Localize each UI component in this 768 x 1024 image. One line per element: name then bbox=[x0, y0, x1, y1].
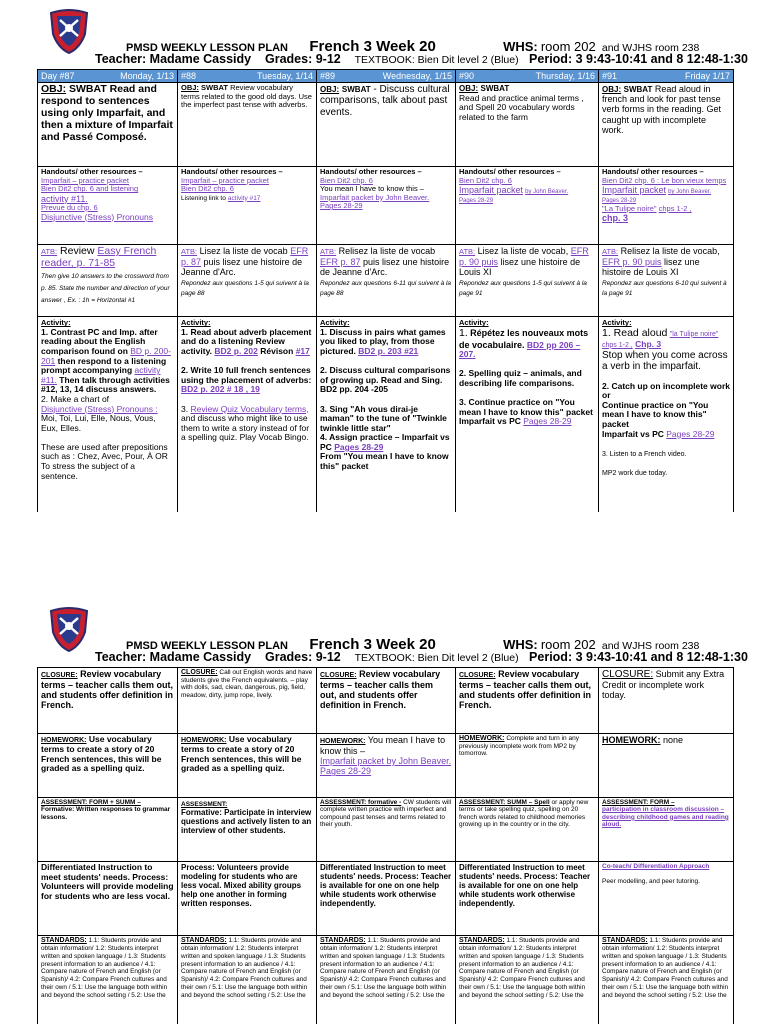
resource-link[interactable]: Disjunctive (Stress) Pronouns bbox=[41, 211, 153, 222]
homework-cell: HOMEWORK: Use vocabulary terms to create a story of 20 French sentences, this will be graded as a spelling quiz. bbox=[178, 734, 317, 798]
resource-link[interactable]: Bien Dit2 chp. 6 : Le bon vieux temps bbox=[602, 175, 727, 185]
resource-link[interactable]: EFR p. 87 bbox=[320, 256, 361, 267]
resource-link[interactable]: Imparfait – practice packet bbox=[181, 175, 269, 185]
day-header: #88 Tuesday, 1/14 bbox=[178, 70, 317, 83]
header-line-1: PMSD WEEKLY LESSON PLAN French 3 Week 20 WHS: room 202 and WJHS room 238 bbox=[126, 636, 700, 653]
resource-link[interactable]: activity #11. bbox=[41, 365, 161, 385]
closure-cell: CLOSURE: Review vocabulary terms – teacher calls them out, and students offer definition in French. bbox=[317, 668, 456, 734]
homework-cell: HOMEWORK: You mean I have to know this – Imparfait packet by John Beaver. Pages 28-29 bbox=[317, 734, 456, 798]
atb-cell: ATB: Relisez la liste de vocab, EFR p. 90 puis lisez une histoire de Louis XI Repondez aux questions 6-10 qui suivent à la page 91 bbox=[599, 245, 734, 317]
school-crest-logo bbox=[48, 606, 90, 652]
resource-link[interactable]: activity #17 bbox=[227, 194, 261, 202]
objective-cell: OBJ: SWBAT Read and practice animal terms , and Spell 20 vocabulary words related to the farm bbox=[456, 83, 599, 167]
assessment-cell: ASSESSMENT: FORM – participation in classroom discussion – describing childhood games and reading aloud. bbox=[599, 798, 734, 862]
resource-link[interactable]: activity #11. bbox=[41, 193, 88, 204]
resource-link[interactable]: Pages 28-29 bbox=[602, 197, 637, 204]
resource-link[interactable]: "La Tulipe noire" bbox=[602, 203, 657, 213]
differentiation-cell: Co-teach/ Differentiation Approach Peer modelling, and peer tutoring. bbox=[599, 862, 734, 936]
resource-link[interactable]: EFR p. 87 bbox=[181, 246, 309, 267]
resource-link[interactable]: Pages 28-29 bbox=[459, 197, 494, 204]
atb-cell: ATB: Lisez la liste de vocab EFR p. 87 puis lisez une histoire de Jeanne d'Arc. Repondez aux questions 1-5 qui suivent à la page 88 bbox=[178, 245, 317, 317]
day-header-row bbox=[38, 70, 734, 83]
resource-link[interactable]: #17 bbox=[295, 345, 310, 356]
activity-cell: Activity: 1. Discuss in pairs what games you liked to play, from those pictured. BD2 p. 203 #21 2. Discuss cultural comparisons of growing up. Read and Sing. BD2 pp. 204 -205 3. Sing "Ah vous dirai-je maman" to the tune of "Twinkle twinkle little star" 4. Assign practice – Imparfait vs PC Pages 28-29 From "You mean I have to know this" packet bbox=[317, 317, 456, 512]
resource-link[interactable]: BD2 pp 206 – 207. bbox=[459, 339, 581, 360]
school-crest-logo bbox=[48, 8, 90, 54]
standards-cell: STANDARDS: 1.1: Students provide and obtain information/ 1.2: Students interpret written and spoken language / 1.3: Students present information to an audience / 4.1: Compare nature of French and English (or Spanish)/ 4.2: Compare French cultures and their own / 5.1: Use the language both within and beyond the school setting / 5.2: Use the bbox=[317, 936, 456, 1024]
resource-link[interactable]: Pages 28-29 bbox=[334, 441, 384, 452]
standards-cell: STANDARDS: 1.1: Students provide and obtain information/ 1.2: Students interpret written and spoken language / 1.3: Students present information to an audience / 4.1: Compare nature of French and English (or Spanish)/ 4.2: Compare French cultures and their own / 5.1: Use the language both within and beyond the school setting / 5.2: Use the bbox=[178, 936, 317, 1024]
resource-link[interactable]: Chp. 3 bbox=[635, 338, 662, 349]
resource-link[interactable]: Imparfait packet bbox=[459, 185, 524, 196]
closure-cell: CLOSURE: Call out English words and have students give the French equivalents. – play with dolls, sad, clean, dangerous, pig, field, meadow, dirty, jump rope, lively. bbox=[178, 668, 317, 734]
standards-cell: STANDARDS: 1.1: Students provide and obtain information/ 1.2: Students interpret written and spoken language / 1.3: Students present information to an audience / 4.1: Compare nature of French and English (or Spanish)/ 4.2: Compare French cultures and their own / 5.1: Use the language both within and beyond the school setting / 5.2: Use the bbox=[599, 936, 734, 1024]
resource-link[interactable]: "la Tulipe noire" bbox=[669, 330, 719, 338]
assessment-cell: ASSESSMENT: Formative: Participate in interview questions and actively listen to an interview of other students. bbox=[178, 798, 317, 862]
resource-link[interactable]: EFR p. 90 puis bbox=[459, 246, 589, 267]
resource-link[interactable]: Pages 28-29 bbox=[666, 428, 715, 439]
activity-cell: Activity: 1. Répétez les nouveaux mots de vocabulaire. BD2 pp 206 – 207. 2. Spelling quiz – animals, and describing life comparisons. 3. Continue practice on "You mean I have to know this" packet Imparfait vs PC Pages 28-29 bbox=[456, 317, 599, 512]
header-line-1: PMSD WEEKLY LESSON PLAN French 3 Week 20 WHS: room 202 and WJHS room 238 bbox=[126, 38, 700, 55]
activity-cell: Activity: 1. Read about adverb placement and do a listening Review activity. BD2 p. 202 Révison #17 2. Write 10 full french sentences using the placement of adverbs: BD2 p. 202 # 18 , 19 3. Review Quiz Vocabulary terms, and discuss who might like to use them to write a story instead of for a spelling quiz. Play Vocab Bingo. bbox=[178, 317, 317, 512]
resource-link[interactable]: Bien Dit2 chp. 6 bbox=[320, 175, 373, 185]
handouts-cell: Handouts/ other resources – Imparfait – practice packet Bien Dit2 chp. 6 Listening link to activity #17 bbox=[178, 167, 317, 245]
resource-link[interactable]: Bien Dit2 chp. 6 bbox=[459, 175, 512, 185]
handouts-cell: Handouts/ other resources – Imparfait – practice packet Bien Dit2 chp. 6 and listening activity #11. Prevue du chp. 6 Disjunctive (Stress) Pronouns bbox=[38, 167, 178, 245]
objective-cell: OBJ: SWBAT Read and respond to sentences using only Imparfait, and then a mixture of Imparfait and Passé Composé. bbox=[38, 83, 178, 167]
lesson-table-1 bbox=[37, 69, 734, 512]
assessment-row bbox=[38, 798, 734, 862]
closure-cell: CLOSURE: Submit any Extra Credit or incomplete work today. bbox=[599, 668, 734, 734]
standards-row bbox=[38, 936, 734, 1024]
activity-row bbox=[38, 317, 734, 512]
atb-cell: ATB: Review Easy French reader, p. 71-85 Then give 10 answers to the crossword from p. 85. State the number and direction of your answer , Ex. : 1h = Horizontal #1 bbox=[38, 245, 178, 317]
day-header: #89 Wednesday, 1/15 bbox=[317, 70, 456, 83]
resource-link[interactable]: BD p. 200-201 bbox=[41, 345, 171, 366]
resource-link[interactable]: EFR p. 90 puis bbox=[602, 256, 662, 267]
objective-row bbox=[38, 83, 734, 167]
standards-cell: STANDARDS: 1.1: Students provide and obtain information/ 1.2: Students interpret written and spoken language / 1.3: Students present information to an audience / 4.1: Compare nature of French and English (or Spanish)/ 4.2: Compare French cultures and their own / 5.1: Use the language both within and beyond the school setting / 5.2: Use the bbox=[456, 936, 599, 1024]
assessment-cell: ASSESSMENT: SUMM – Spell or apply new terms or take spelling quiz, spelling on 20 french words related to childhood memories growing up in the country or in the city. bbox=[456, 798, 599, 862]
assessment-cell: ASSESSMENT: formative - CW students will complete written practice with imperfect and compound past tenses and terms related to their youth. bbox=[317, 798, 456, 862]
handouts-row bbox=[38, 167, 734, 245]
resource-link[interactable]: BD2 p. 202 bbox=[214, 345, 258, 356]
assessment-cell: ASSESSMENT: FORM + SUMM – Formative: Written responses to grammar lessons. bbox=[38, 798, 178, 862]
homework-cell: HOMEWORK: Complete and turn in any previously incomplete work from MP2 by tomorrow. bbox=[456, 734, 599, 798]
resource-link[interactable]: BD2 p. 202 # 18 , 19 bbox=[181, 384, 260, 395]
atb-row bbox=[38, 245, 734, 317]
closure-cell: CLOSURE: Review vocabulary terms – teacher calls them out, and students offer definition in French. bbox=[38, 668, 178, 734]
header-line-2: Teacher: Madame Cassidy Grades: 9-12 TEXTBOOK: Bien Dit level 2 (Blue) Period: 3 9:43-10:41 and 8 12:48-1:30 bbox=[95, 52, 748, 66]
day-header: #90 Thursday, 1/16 bbox=[456, 70, 599, 83]
resource-link[interactable]: Pages 28-29 bbox=[523, 416, 572, 427]
handouts-cell: Handouts/ other resources – Bien Dit2 chp. 6 : Le bon vieux temps Imparfait packet by John Beaver. Pages 28-29 "La Tulipe noire" chps 1-2 , chp. 3 bbox=[599, 167, 734, 245]
differentiation-row bbox=[38, 862, 734, 936]
standards-cell: STANDARDS: 1.1: Students provide and obtain information/ 1.2: Students interpret written and spoken language / 1.3: Students present information to an audience / 4.1: Compare nature of French and English (or Spanish)/ 4.2: Compare French cultures and their own / 5.1: Use the language both within and beyond the school setting / 5.2: Use the bbox=[38, 936, 178, 1024]
atb-cell: ATB: Lisez la liste de vocab, EFR p. 90 puis lisez une histoire de Louis XI Repondez aux questions 1-5 qui suivent à la page 91 bbox=[456, 245, 599, 317]
differentiation-cell: Process: Volunteers provide modeling for students who are less vocal. Mixed ability groups help one another in forming written responses. bbox=[178, 862, 317, 936]
handouts-cell: Handouts/ other resources – Bien Dit2 chp. 6 You mean I have to know this – Imparfait packet by John Beaver. Pages 28-29 bbox=[317, 167, 456, 245]
homework-row bbox=[38, 734, 734, 798]
objective-cell: OBJ: SWBAT - Discuss cultural comparisons, talk about past events. bbox=[317, 83, 456, 167]
differentiation-cell: Differentiated Instruction to meet students' needs. Process: Volunteers will provide modeling for students who are less vocal. bbox=[38, 862, 178, 936]
resource-link[interactable]: BD2 p. 203 #21 bbox=[358, 345, 419, 356]
resource-link[interactable]: Imparfait packet by John Beaver. bbox=[320, 192, 430, 202]
resource-link[interactable]: Prevue du chp. 6 bbox=[41, 203, 98, 213]
resource-link[interactable]: Review Quiz Vocabulary terms, bbox=[190, 403, 309, 414]
resource-link[interactable]: Bien Dit2 chp. 6 and listening bbox=[41, 184, 139, 194]
closure-row bbox=[38, 668, 734, 734]
objective-cell: OBJ: SWBAT Review vocabulary terms related to the good old days. Use the imperfect past tense with adverbs. bbox=[178, 83, 317, 167]
resource-link[interactable]: Pages 28-29 bbox=[320, 201, 363, 211]
homework-cell: HOMEWORK: Use vocabulary terms to create a story of 20 French sentences, this will be graded as a spelling quiz. bbox=[38, 734, 178, 798]
header-line-2: Teacher: Madame Cassidy Grades: 9-12 TEXTBOOK: Bien Dit level 2 (Blue) Period: 3 9:43-10:41 and 8 12:48-1:30 bbox=[95, 650, 748, 664]
lesson-plan-page-2 bbox=[0, 598, 768, 1024]
homework-cell: HOMEWORK: none bbox=[599, 734, 734, 798]
differentiation-cell: Differentiated Instruction to meet students' needs. Process: Teacher is available for one on one help while students work otherwise independently. bbox=[456, 862, 599, 936]
objective-cell: OBJ: SWBAT Read aloud in french and look for past tense verb forms in the reading. Get caught up with incomplete work. bbox=[599, 83, 734, 167]
resource-link[interactable]: Disjunctive (Stress) Pronouns : bbox=[41, 403, 158, 414]
resource-link[interactable]: Imparfait packet by John Beaver. Pages 28-29 bbox=[320, 756, 452, 777]
closure-cell: CLOSURE: Review vocabulary terms – teacher calls them out, and students offer definition in French. bbox=[456, 668, 599, 734]
day-header: Day #87 Monday, 1/13 bbox=[38, 70, 178, 83]
resource-link[interactable]: Easy French reader, p. 71-85 bbox=[41, 245, 157, 270]
lesson-table-2 bbox=[37, 667, 734, 1024]
resource-link[interactable]: Imparfait – practice packet bbox=[41, 175, 129, 185]
resource-link[interactable]: chps 1-2 , bbox=[602, 341, 633, 349]
resource-link[interactable]: by John Beaver. bbox=[668, 189, 712, 196]
resource-link[interactable]: chps 1-2 , bbox=[658, 203, 692, 213]
resource-link[interactable]: by John Beaver. bbox=[525, 189, 569, 196]
resource-link[interactable]: Bien Dit2 chp. 6 bbox=[181, 184, 234, 194]
activity-cell: Activity: 1. Contrast PC and Imp. after reading about the English comparison found on BD p. 200-201 then respond to a listening prompt accompanying activity #11. Then talk through activities #12, 13, 14 discuss answers. 2. Make a chart of Disjunctive (Stress) Pronouns : Moi, Toi, Lui, Elle, Nous, Vous, Eux, Elles. These are used after prepositions such as : Chez, Avec, Pour, À OR To stress the subject of a sentence. bbox=[38, 317, 178, 512]
atb-cell: ATB: Relisez la liste de vocab EFR p. 87 puis lisez une histoire de Jeanne d'Arc. Repondez aux questions 6-11 qui suivent à la page 88 bbox=[317, 245, 456, 317]
activity-cell: Activity: 1. Read aloud "la Tulipe noire" chps 1-2 , Chp. 3 Stop when you come across a verb in the imparfait. 2. Catch up on incomplete work or Continue practice on "You mean I have to know this" packet Imparfait vs PC Pages 28-29 3. Listen to a French video. MP2 work due today. bbox=[599, 317, 734, 512]
day-header: #91 Friday 1/17 bbox=[599, 70, 734, 83]
resource-link[interactable]: chp. 3 bbox=[602, 213, 629, 224]
handouts-cell: Handouts/ other resources – Bien Dit2 chp. 6 Imparfait packet by John Beaver. Pages 28-29 bbox=[456, 167, 599, 245]
differentiation-cell: Differentiated Instruction to meet students' needs. Process: Teacher is available for one on one help while students work otherwise independently. bbox=[317, 862, 456, 936]
resource-link[interactable]: Imparfait packet bbox=[602, 185, 667, 196]
